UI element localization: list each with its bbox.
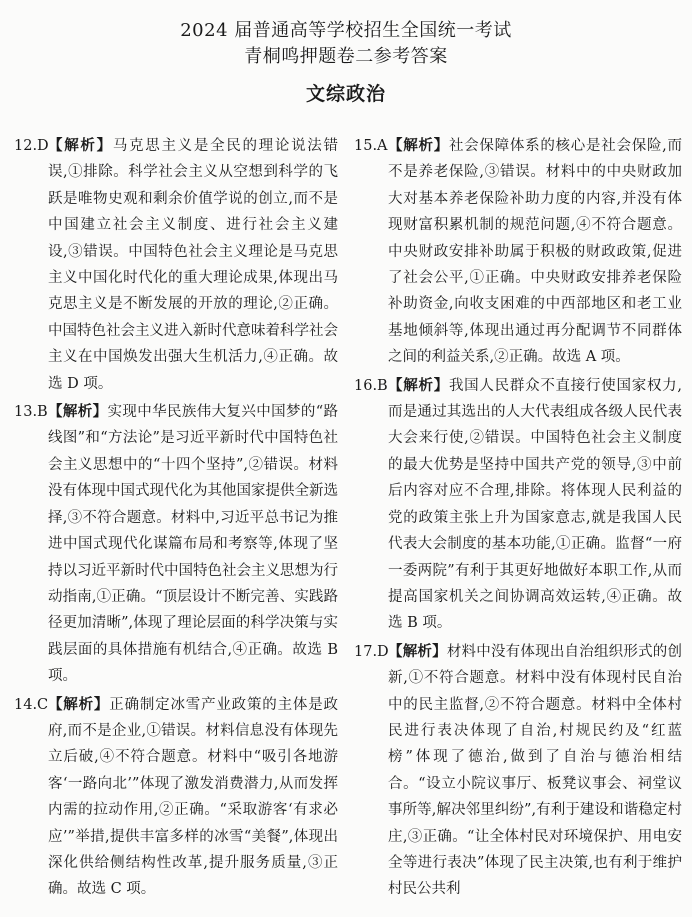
page-header [0, 0, 692, 108]
question-number: 14.C [14, 696, 49, 713]
answer-text: 实现中华民族伟大复兴中国梦的“路线图”和“方法论”是习近平新时代中国特色社会主义思想中的“十四个坚持”,②错误。材料没有体现中国式现代化为其他国家提供全新选择,③不符合题意。材料中,习近平总书记为推进中国式现代化谋篇布局和考察等,体现了坚持以习近平新时代中国特色社会主义思想为行动指南,①正确。“顶层设计不断完善、实践路径更加清晰”,体现了理论层面的科学决策与实践层面的具体措施有机结合,④正确。故选 B 项。 [48, 404, 338, 685]
answer-item-14 [14, 692, 338, 903]
question-number: 16.B [354, 377, 388, 394]
answer-text: 社会保障体系的核心是社会保险,而不是养老保险,③错误。材料中的中央财政加大对基本养老保险补助力度的内容,并没有体现财富积累机制的规范问题,④不符合题意。中央财政安排补助属于积极的财政政策,促进了社会公平,①正确。中央财政安排养老保险补助资金,向收支困难的中西部地区和老工业基地倾斜等,体现出通过再分配调节不同群体之间的利益关系,②正确。故选 A 项。 [388, 138, 683, 366]
analysis-tag: 【解析】 [48, 137, 113, 154]
answer-text: 马克思主义是全民的理论说法错误,①排除。科学社会主义从空想到科学的飞跃是唯物史观和剩余价值学说的创立,而不是中国建立社会主义制度、进行社会主义建设,③错误。中国特色社会主义理论是马克思主义中国化时代化的重大理论成果,体现出马克思主义是不断发展的开放的理论,②正确。中国特色社会主义进入新时代意味着科学社会主义在中国焕发出强大生机活力,④正确。故选 D 项。 [48, 138, 339, 392]
question-number: 13.B [14, 404, 48, 421]
analysis-tag: 【解析】 [388, 642, 447, 660]
answer-item-16 [354, 373, 682, 637]
left-column [14, 133, 338, 905]
answer-item-12 [14, 133, 338, 397]
question-number: 12.D [14, 138, 49, 154]
answer-columns [14, 133, 682, 905]
analysis-tag: 【解析】 [48, 695, 110, 713]
answer-item-15 [354, 133, 682, 371]
right-column [354, 133, 682, 905]
answer-text: 材料中没有体现出自治组织形式的创新,①不符合题意。材料中没有体现村民自治中的民主监督,②不符合题意。材料中全体村民进行表决体现了自治,村规民约及“红蓝榜”体现了德治,做到了自治与德治相结合。“设立小院议事厅、板凳议事会、祠堂议事所等,解决邻里纠纷”,有利于建设和谐稳定村庄,③正确。“让全体村民对环境保护、用电安全等进行表决”体现了民主决策,也有利于维护村民公共利 [388, 643, 683, 898]
exam-title: 2024 届普通高等学校招生全国统一考试 [180, 20, 512, 41]
subject-title: 文综政治 [305, 83, 386, 105]
question-number: 17.D [354, 643, 389, 660]
paper-title: 青桐鸣押题卷二参考答案 [244, 46, 448, 67]
question-number: 15.A [354, 138, 388, 154]
answer-item-13 [14, 399, 338, 689]
analysis-tag: 【解析】 [388, 376, 449, 394]
answer-text: 我国人民群众不直接行使国家权力,而是通过其选出的人大代表组成各级人民代表大会来行使,②错误。中国特色社会主义制度的最大优势是坚持中国共产党的领导,③中前后内容对应不合理,排除。将体现人民利益的党的政策主张上升为国家意志,就是我国人民代表大会制度的基本功能,①正确。监督“一府一委两院”有利于其更好地做好本职工作,从而提高国家机关之间协调高效运转,④正确。故选 B 项。 [388, 377, 683, 632]
analysis-tag: 【解析】 [388, 137, 449, 154]
answer-item-17 [354, 639, 682, 903]
analysis-tag: 【解析】 [48, 403, 108, 421]
answer-text: 正确制定冰雪产业政策的主体是政府,而不是企业,①错误。材料信息没有体现先立后破,④不符合题意。材料中“吸引各地游客‘一路向北’”体现了激发消费潜力,从而发挥内需的拉动作用,②正确。“采取游客‘有求必应’”举措,提供丰富多样的冰雪“美餐”,体现出深化供给侧结构性改革,提升服务质量,③正确。故选 C 项。 [48, 696, 339, 898]
